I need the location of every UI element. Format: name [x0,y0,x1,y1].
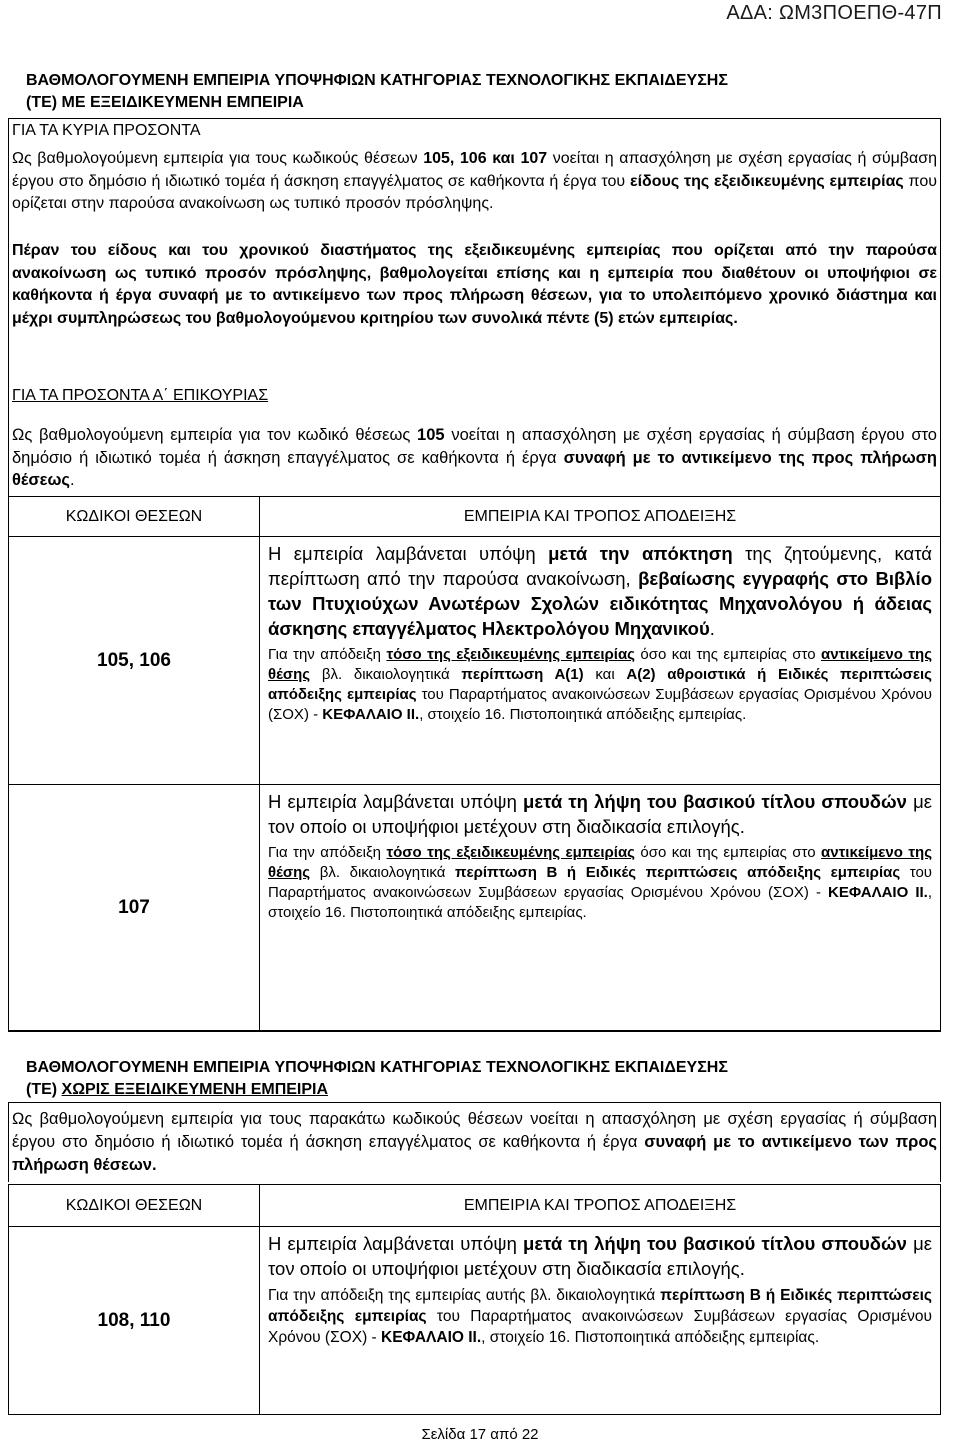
section2-paragraph: Ως βαθμολογούμενη εμπειρία για τους παρακάτω κωδικούς θέσεων νοείται η απασχόληση με σχέση εργασίας ή σύμβαση έργου στο δημόσιο ή ιδιωτικό τομέα ή άσκηση επαγγέλματος σε καθήκοντα ή έργα συναφή με το αντικείμενο των προς πλήρωση θέσεων. [12,1110,937,1174]
section1-title: ΒΑΘΜΟΛΟΓΟΥΜΕΝΗ ΕΜΠΕΙΡΙΑ ΥΠΟΨΗΦΙΩΝ ΚΑΤΗΓΟΡΙΑΣ ΤΕΧΝΟΛΟΓΙΚΗΣ ΕΚΠΑΙΔΕΥΣΗΣ (ΤΕ) ΜΕ ΕΞΕΙΔΙΚΕΥΜΕΝΗ ΕΜΠΕΙΡΙΑ [26,72,728,111]
page-number: Σελίδα 17 από 22 [421,1426,539,1443]
experience-table-1 [8,496,941,1031]
proof-description: Για την απόδειξη τόσο της εξειδικευμένης εμπειρίας όσο και της εμπειρίας στο αντικείμενο της θέσης βλ. δικαιολογητικά περίπτωση Β ή Ειδικές περιπτώσεις απόδειξης εμπειρίας του Παραρτήματος ανακοινώσεων Συμβάσεων εργασίας Ορισμένου Χρόνου (ΣΟΧ) - ΚΕΦΑΛΑΙΟ ΙΙ., στοιχείο 16. Πιστοποιητικά απόδειξης εμπειρίας. [268,844,933,921]
proof-description: Για την απόδειξη τόσο της εξειδικευμένης εμπειρίας όσο και της εμπειρίας στο αντικείμενο της θέσης βλ. δικαιολογητικά περίπτωση Α(1) και Α(2) αθροιστικά ή Ειδικές περιπτώσεις απόδειξης εμπειρίας του Παραρτήματος ανακοινώσεων Συμβάσεων εργασίας Ορισμένου Χρόνου (ΣΟΧ) - ΚΕΦΑΛΑΙΟ ΙΙ., στοιχείο 16. Πιστοποιητικά απόδειξης εμπειρίας. [268,646,933,723]
table1-header-codes: ΚΩΔΙΚΟΙ ΘΕΣΕΩΝ [9,497,260,537]
ada-code: ΑΔΑ: ΩΜ3ΠΟΕΠΘ-47Π [726,2,942,24]
section2-title: ΒΑΘΜΟΛΟΓΟΥΜΕΝΗ ΕΜΠΕΙΡΙΑ ΥΠΟΨΗΦΙΩΝ ΚΑΤΗΓΟΡΙΑΣ ΤΕΧΝΟΛΟΓΙΚΗΣ ΕΚΠΑΙΔΕΥΣΗΣ (ΤΕ) ΧΩΡΙΣ ΕΞΕΙΔΙΚΕΥΜΕΝΗ ΕΜΠΕΙΡΙΑ [26,1059,728,1098]
table1-header-experience: ΕΜΠΕΙΡΙΑ ΚΑΙ ΤΡΟΠΟΣ ΑΠΟΔΕΙΞΗΣ [260,497,941,537]
aux-heading: ΓΙΑ ΤΑ ΠΡΟΣΟΝΤΑ Α΄ ΕΠΙΚΟΥΡΙΑΣ [12,387,269,404]
table-row [9,1227,941,1415]
experience-cell [260,537,941,785]
experience-table-2 [8,1184,941,1415]
aux-paragraph: Ως βαθμολογούμενη εμπειρία για τον κωδικό θέσεως 105 νοείται η απασχόληση με σχέση εργασίας ή σύμβαση έργου στο δημόσιο ή ιδιωτικό τομέα ή άσκηση επαγγέλματος σε καθήκοντα ή έργα συναφή με το αντικείμενο της προς πλήρωση θέσεως. [12,426,937,489]
table2-header-experience: ΕΜΠΕΙΡΙΑ ΚΑΙ ΤΡΟΠΟΣ ΑΠΟΔΕΙΞΗΣ [260,1185,941,1227]
position-code-cell: 107 [9,785,260,1031]
experience-cell [260,1227,941,1415]
position-code-cell: 105, 106 [9,537,260,785]
main-heading: ΓΙΑ ΤΑ ΚΥΡΙΑ ΠΡΟΣΟΝΤΑ [12,122,201,139]
experience-description: Η εμπειρία λαμβάνεται υπόψη μετά τη λήψη του βασικού τίτλου σπουδών με τον οποίο οι υποψήφιοι μετέχουν στη διαδικασία επιλογής. [268,1233,933,1279]
experience-description: Η εμπειρία λαμβάνεται υπόψη μετά την απόκτηση της ζητούμενης, κατά περίπτωση από την παρούσα ανακοίνωση, βεβαίωσης εγγραφής στο Βιβλίο των Πτυχιούχων Ανωτέρων Σχολών ειδικότητας Μηχανολόγου ή άδειας άσκησης επαγγέλματος Ηλεκτρολόγου Μηχανικού. [268,543,932,639]
main-paragraph-2: Πέραν του είδους και του χρονικού διαστήματος της εξειδικευμένης εμπειρίας που ορίζεται από την παρούσα ανακοίνωση ως τυπικό προσόν πρόσληψης, βαθμολογείται επίσης και η εμπειρία που διαθέτουν οι υποψήφιοι σε καθήκοντα ή έργα συναφή με το αντικείμενο των προς πλήρωση θέσεων, για το υπολειπόμενο χρονικό διάστημα και μέχρι συμπληρώσεως του βαθμολογούμενου κριτηρίου των συνολικά πέντε (5) ετών εμπειρίας. [12,242,937,327]
table2-header-codes: ΚΩΔΙΚΟΙ ΘΕΣΕΩΝ [9,1185,260,1227]
experience-cell [260,785,941,1031]
main-paragraph-1: Ως βαθμολογούμενη εμπειρία για τους κωδικούς θέσεων 105, 106 και 107 νοείται η απασχόληση με σχέση εργασίας ή σύμβαση έργου στο δημόσιο ή ιδιωτικό τομέα ή άσκηση επαγγέλματος σε καθήκοντα ή έργα του είδους της εξειδικευμένης εμπειρίας που ορίζεται στην παρούσα ανακοίνωση ως τυπικό προσόν πρόσληψης. [12,150,938,212]
table-row [9,537,941,785]
table-row [9,785,941,1031]
experience-description: Η εμπειρία λαμβάνεται υπόψη μετά τη λήψη του βασικού τίτλου σπουδών με τον οποίο οι υποψήφιοι μετέχουν στη διαδικασία επιλογής. [268,791,933,837]
position-code-cell: 108, 110 [9,1227,260,1415]
proof-description: Για την απόδειξη της εμπειρίας αυτής βλ. δικαιολογητικά περίπτωση Β ή Ειδικές περιπτώσεις απόδειξης εμπειρίας του Παραρτήματος ανακοινώσεων Συμβάσεων εργασίας Ορισμένου Χρόνου (ΣΟΧ) - ΚΕΦΑΛΑΙΟ ΙΙ., στοιχείο 16. Πιστοποιητικά απόδειξης εμπειρίας. [268,1287,932,1346]
